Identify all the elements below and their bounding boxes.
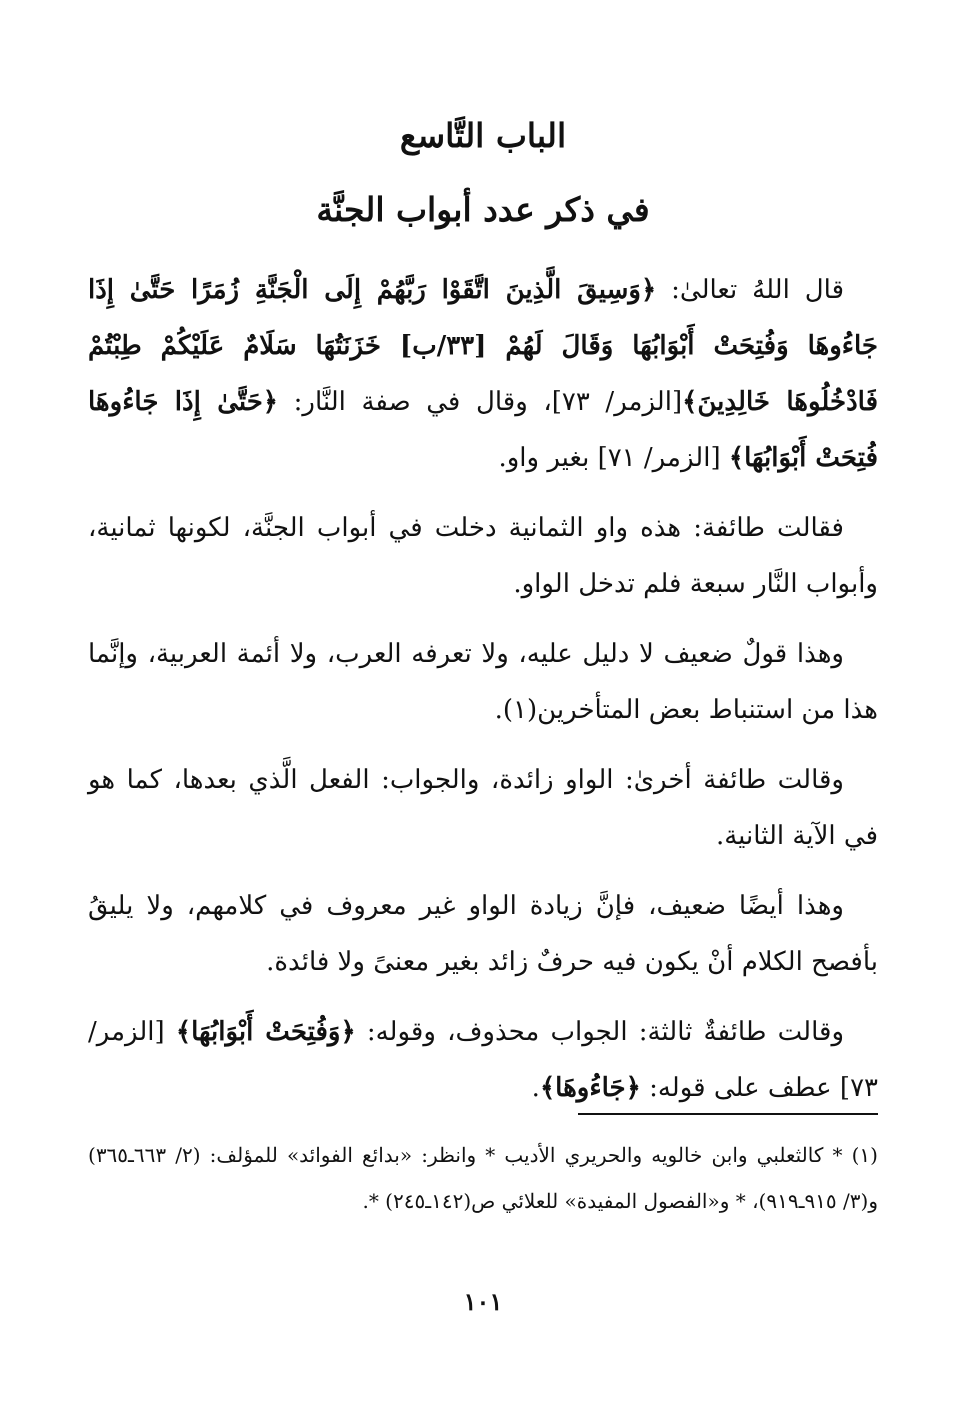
footnote: (١) * كالثعلبي وابن خالويه والحريري الأديب * وانظر: «بدائع الفوائد» للمؤلف: (٢/ ٦٦٣ـ٣٦٥) و(٣/ ٩١٥ـ٩١٩)، * و«الفصول المفيدة» للعلائي ص(١٤٢ـ٢٤٥) *. <box>88 1143 878 1213</box>
quran-verse-opened-gates: ﴿وَفُتِحَتْ أَبْوَابُهَا﴾ <box>175 1017 356 1047</box>
paragraph-6-intro: وقالت طائفةٌ ثالثة: الجواب محذوف، وقوله: <box>355 1017 845 1047</box>
paragraph-4: وقالت طائفة أخرىٰ: الواو زائدة، والجواب: الفعل الَّذي بعدها، كما هو في الآية الثانية. <box>88 765 878 851</box>
chapter-subtitle: في ذكر عدد أبواب الجنَّة <box>316 190 650 229</box>
paragraph-6-middle: [الزمر/ ٧٣] عطف على قوله: <box>88 1017 878 1103</box>
paragraph-3: وهذا قولٌ ضعيف لا دليل عليه، ولا تعرفه العرب، ولا أئمة العربية، وإنَّما هذا من استنباط بعض المتأخرين(١). <box>88 639 878 725</box>
page-number: ١٠١ <box>463 1287 503 1316</box>
paragraph-1-reference: [الزمر/ ٧٣]، وقال في صفة النَّار: <box>278 387 683 417</box>
paragraph-5: وهذا أيضًا ضعيف، فإنَّ زيادة الواو غير معروف في كلامهم، ولا يليقُ بأفصح الكلام أنْ يكون فيه حرفٌ زائد بغير معنىً ولا فائدة. <box>88 891 878 977</box>
body-text <box>88 262 878 1130</box>
paragraph-1-intro: قال اللهُ تعالىٰ: <box>656 275 844 305</box>
quran-verse-came-to-it: ﴿جَاءُوهَا﴾ <box>539 1073 641 1103</box>
quran-verse-paradise: ﴿وَسِيقَ الَّذِينَ اتَّقَوْا رَبَّهُمْ إِلَى الْجَنَّةِ زُمَرًا حَتَّىٰ إِذَا جَاءُوهَا وَفُتِحَتْ أَبْوَابُهَا وَقَالَ لَهُمْ [٣٣/ب] خَزَنَتُهَا سَلَامٌ عَلَيْكُمْ طِبْتُمْ فَادْخُلُوهَا خَالِدِينَ﴾ <box>88 275 878 417</box>
chapter-title: الباب التَّاسع <box>399 116 567 155</box>
paragraph-2: فقالت طائفة: هذه واو الثمانية دخلت في أبواب الجنَّة، لكونها ثمانية، وأبواب النَّار سبعة فلم تدخل الواو. <box>88 513 878 599</box>
quran-verse-fire: ﴿حَتَّىٰ إِذَا جَاءُوهَا فُتِحَتْ أَبْوَابُهَا﴾ <box>88 387 878 473</box>
paragraph-1 <box>88 262 878 486</box>
footnote-divider <box>578 1113 878 1115</box>
book-page <box>88 0 878 1413</box>
paragraph-6 <box>88 1004 878 1116</box>
paragraph-6-end: . <box>531 1073 540 1103</box>
paragraph-1-reference-2: [الزمر/ ٧١] بغير واو. <box>498 443 729 473</box>
